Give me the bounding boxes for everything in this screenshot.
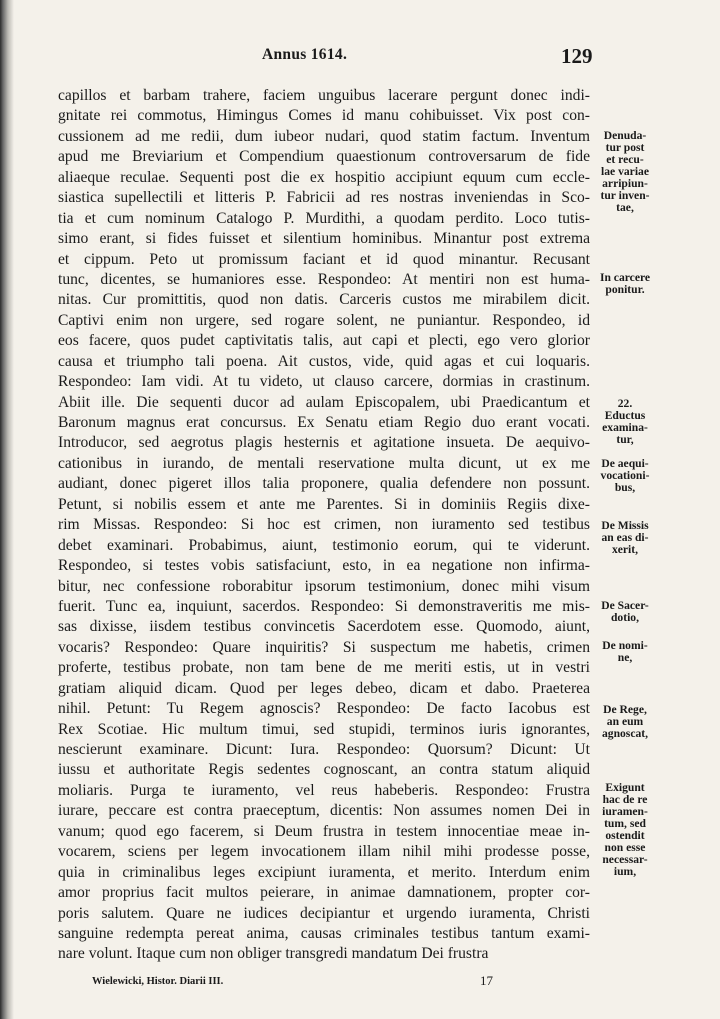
- margin-note: [591, 600, 659, 624]
- text-line: sas dixisse, iisdem testibus convincetis Sacerdotem esse. Quomodo, aiunt,: [58, 618, 590, 636]
- margin-note-line: De nomi-: [602, 639, 648, 652]
- margin-note: [591, 704, 659, 740]
- margin-note: [591, 398, 659, 446]
- signature-mark: 17: [480, 973, 493, 988]
- text-line: vocaris? Respondeo: Quare inquiritis? Si suspectum me habetis, crimen: [58, 638, 590, 656]
- margin-note-line: tur inven-: [600, 189, 650, 202]
- margin-note-line: iuramen-: [602, 805, 648, 818]
- margin-note-line: 22.: [617, 397, 633, 410]
- text-line: debet examinari. Probabimus, aiunt, testimonio eorum, qui te viderunt.: [58, 536, 590, 554]
- text-line: vocarem, sciens per legem invocationem illam nihil mihi prodesse posse,: [58, 843, 590, 861]
- text-line: eos facere, quos pudet captivitatis talis, aut capi et plecti, ego vero glorior: [58, 332, 590, 350]
- text-line: fuerit. Tunc ea, inquiunt, sacerdos. Respondeo: Si demonstraveritis me mis-: [58, 597, 590, 615]
- book-binding-edge: [0, 0, 14, 1019]
- text-line: moliaris. Purga te iuramento, vel reus habeberis. Respondeo: Frustra: [58, 781, 590, 799]
- margin-note-line: ne,: [617, 651, 633, 664]
- margin-note: [591, 458, 659, 494]
- text-line: causa et triumpho tali poena. Ait custos, vide, quid agas et cui loquaris.: [58, 352, 590, 370]
- margin-note-line: examina-: [602, 421, 648, 434]
- page-number: 129: [561, 44, 593, 68]
- text-line: tia et cum nominum Catalogo P. Murdithi, a quodam perdito. Loco tutis-: [58, 209, 590, 227]
- text-line: iussu et authoritate Regis sedentes cognoscant, an contra statum aliquid: [58, 761, 590, 779]
- margin-note-line: bus,: [614, 481, 636, 494]
- margin-note-line: tur,: [616, 433, 634, 446]
- text-line: nescierunt examinare. Dicunt: Iura. Respondeo: Quorsum? Dicunt: Ut: [58, 741, 590, 758]
- margin-note-line: vocationi-: [600, 469, 650, 482]
- margin-note-line: In carcere: [599, 271, 651, 284]
- margin-note-line: tur post: [605, 141, 645, 154]
- margin-note: [591, 640, 659, 664]
- text-line: tunc, dicentes, se humaniores esse. Respondeo: At mentiri non est huma-: [58, 270, 590, 288]
- margin-note-line: arripiun-: [602, 177, 648, 190]
- text-line: cationibus in iurando, de mentali reservatione multa dicunt, ut ex me: [58, 454, 590, 472]
- text-line: sanguine redempta pereat anima, causas criminales testibus tantum exami-: [58, 924, 590, 942]
- text-line: Respondeo: Iam vidi. At tu videto, ut clauso carcere, dormias in crastinum.: [58, 373, 590, 391]
- margin-note-line: agnoscat,: [601, 727, 649, 740]
- text-line: Petunt, si nobilis essem et ante me Parentes. Si in dominiis Regiis dixe-: [58, 495, 590, 513]
- text-line: vanum; quod ego facerem, si Deum frustra in testem innocentiae meae in-: [58, 822, 590, 840]
- text-line: bitur, nec confessione roborabitur ipsorum testimonium, donec mihi visum: [58, 577, 590, 595]
- text-line: Introducor, sed aegrotus plagis hesternis et agitatione insueta. De aequivo-: [58, 434, 590, 452]
- margin-note-line: ostendit: [605, 829, 645, 842]
- text-line: simo erant, si fides fuisset et silentium hominibus. Minantur post extrema: [58, 230, 590, 248]
- margin-note: [591, 272, 659, 296]
- margin-note: [591, 520, 659, 556]
- text-line: siastica supellectili et litteris P. Fabricii ad res nostras inveniendas in Sco-: [58, 189, 590, 207]
- text-line: nitas. Cur promittitis, quod non datis. Carceris custos me mirabilem dicit.: [58, 291, 590, 309]
- footer-source: Wielewicki, Histor. Diarii III.: [92, 976, 224, 987]
- text-line: gratiam aliquid dicam. Quod per leges debeo, dicam et dabo. Praeterea: [58, 679, 590, 697]
- text-line: poris salutem. Quare ne iudices decipiantur et urgendo iuramenta, Christi: [58, 904, 590, 922]
- margin-note-line: hac de re: [602, 793, 648, 806]
- margin-note-line: Denuda-: [603, 129, 647, 142]
- margin-note-line: dotio,: [610, 611, 640, 624]
- text-line: nihil. Petunt: Tu Regem agnoscis? Respondeo: De facto Iacobus est: [58, 700, 590, 718]
- margin-note-line: Eductus: [604, 409, 646, 422]
- main-text-block: [58, 86, 590, 965]
- text-line: cussionem ad me redii, dum iubeor nudari, quod statim factum. Inventum: [58, 127, 590, 145]
- text-line: Captivi enim non urgere, sed rogare solent, ne puniantur. Respondeo, id: [58, 311, 590, 329]
- text-line: aliaeque reculae. Sequenti post die ex hospitio accipiunt equum cum eccle-: [58, 168, 590, 186]
- margin-note-line: et recu-: [606, 153, 644, 166]
- text-line: iurare, peccare est contra praeceptum, dicentis: Non assumes nomen Dei in: [58, 802, 590, 820]
- margin-note-line: an eum: [606, 715, 644, 728]
- margin-note-line: De aequi-: [601, 457, 649, 470]
- margin-note-line: tum, sed: [604, 817, 646, 830]
- text-line: apud me Breviarium et Compendium quaestionum controversarum de fide: [58, 148, 590, 166]
- margin-note-line: ium,: [613, 865, 637, 878]
- margin-note-line: ponitur.: [605, 283, 645, 296]
- text-line: proferte, testibus probate, non tam bene de me meriti estis, ut in vestri: [58, 659, 590, 677]
- margin-note: [591, 130, 659, 214]
- margin-note-line: tae,: [616, 201, 634, 214]
- text-line: rim Missas. Respondeo: Si hoc est crimen, non iuramento sed testibus: [58, 516, 590, 534]
- text-line: amor proprius facit multos peierare, in animae damnationem, propter cor-: [58, 884, 590, 902]
- text-line: Abiit ille. Die sequenti ducor ad aulam Episcopalem, ubi Praedicantum et: [58, 393, 590, 411]
- text-line: Baronum magnus erat concursus. Ex Senatu etiam Regio duo erant vocati.: [58, 414, 590, 431]
- margin-note-line: xerit,: [611, 543, 639, 556]
- text-line: quia in criminalibus leges excipiunt iuramenta, et merito. Interdum enim: [58, 863, 590, 881]
- margin-note-line: De Sacer-: [601, 599, 649, 612]
- text-line: nare volunt. Itaque cum non obliger transgredi mandatum Dei frustra: [58, 945, 489, 963]
- text-line: audiant, donec pigeret illos talia proponere, qualia defendere non possunt.: [58, 475, 590, 493]
- margin-note-line: Exigunt: [605, 781, 645, 794]
- text-line: gnitate rei commotus, Himingus Comes id manu cohibuisset. Vix post con-: [58, 107, 590, 125]
- text-line: capillos et barbam trahere, faciem unguibus lacerare pergunt donec indi-: [58, 87, 590, 104]
- margin-note-line: lae variae: [601, 165, 649, 178]
- text-line: Respondeo, si testes vobis satisfaciunt, esto, in ea negatione non infirma-: [58, 557, 590, 575]
- margin-note-line: necessar-: [602, 853, 648, 866]
- margin-note: [591, 782, 659, 878]
- margin-note-line: an eas di-: [601, 531, 649, 544]
- margin-note-line: non esse: [604, 841, 646, 854]
- margin-note-line: De Missis: [601, 519, 649, 532]
- margin-note-line: De Rege,: [603, 703, 647, 716]
- text-line: et cippum. Peto ut promissum faciant et id quod minantur. Recusant: [58, 250, 590, 268]
- running-header-year: Annus 1614.: [262, 46, 348, 63]
- text-line: Rex Scotiae. Hic multum timui, sed stupidi, terminos iuris ignorantes,: [58, 720, 590, 738]
